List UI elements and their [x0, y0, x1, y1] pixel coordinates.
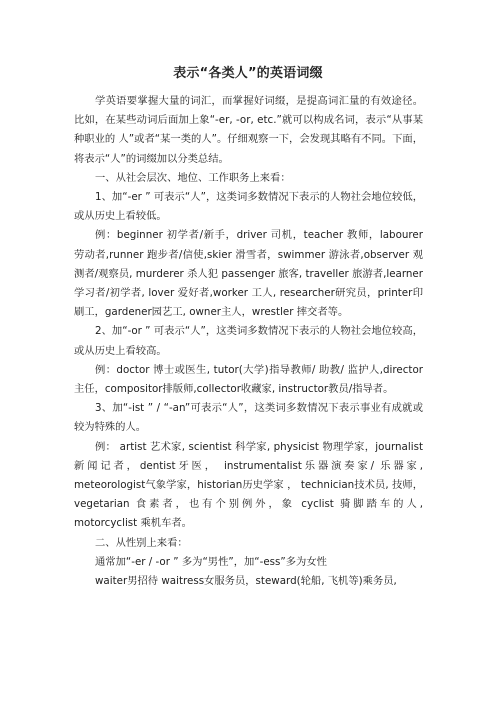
paragraph: 一、从社会层次、地位、工作职务上来看：	[95, 171, 291, 184]
paragraph: 例： artist 艺术家, scientist 科学家, physicist 物理学家，journalist新闻记者，dentist牙医， instrumentalist乐器演奏家/ 乐器家, meteorologist气象学家，historian历史学家 ， technician技术员, 技师，vegetarian 食素者，也有个别例外，象 cyclist 骑脚踏车的人, motorcyclist 乘机车者。	[74, 440, 423, 530]
document-title: 表示“各类人”的英语词缀	[173, 66, 323, 81]
paragraph: 二、从性别上来看：	[95, 536, 188, 549]
paragraph: 通常加“-er / -or ” 多为“男性”，加“-ess”多为女性	[95, 555, 327, 568]
paragraph: 1、加“-er ” 可表示“人”，这类词多数情况下表示的人物社会地位较低，或从历史上看较低。	[74, 191, 423, 223]
document-body	[74, 92, 423, 591]
paragraph: 例：beginner 初学者/新手，driver 司机，teacher 教师，labourer 劳动者,runner 跑步者/信使,skier 滑雪者，swimmer 游泳者,observer 观测者/观察员, murderer 杀人犯 passenger 旅客, traveller 旅游者,learner 学习者/初学者, lover 爱好者,worker 工人, researcher研究员，printer印刷工，gardener园艺工, owner主人，wrestler 摔交者等。	[74, 229, 423, 319]
paragraph: 学英语要掌握大量的词汇，而掌握好词缀，是提高词汇量的有效途径。比如，在某些动词后面加上象“-er, -or, etc.”就可以构成名词，表示“从事某种职业的 人”或者“某一类的人”。仔细观察一下，会发现其略有不同。下面，将表示“人”的词缀加以分类总结。	[74, 95, 423, 165]
paragraph: 2、加“-or ” 可表示“人”，这类词多数情况下表示的人物社会地位较高，或从历史上看较高。	[74, 325, 423, 357]
paragraph: 3、加“-ist ” / “-an”可表示“人”，这类词多数情况下表示事业有成就或较为特殊的人。	[74, 402, 423, 434]
paragraph: 例：doctor 博士或医生, tutor(大学)指导教师/ 助教/ 监护人,director 主任，compositor排版师,collector收藏家, instructor教员/指导者。	[74, 363, 423, 396]
paragraph: waiter男招待 waitress女服务员，steward(轮船, 飞机等)乘务员,	[95, 575, 397, 588]
